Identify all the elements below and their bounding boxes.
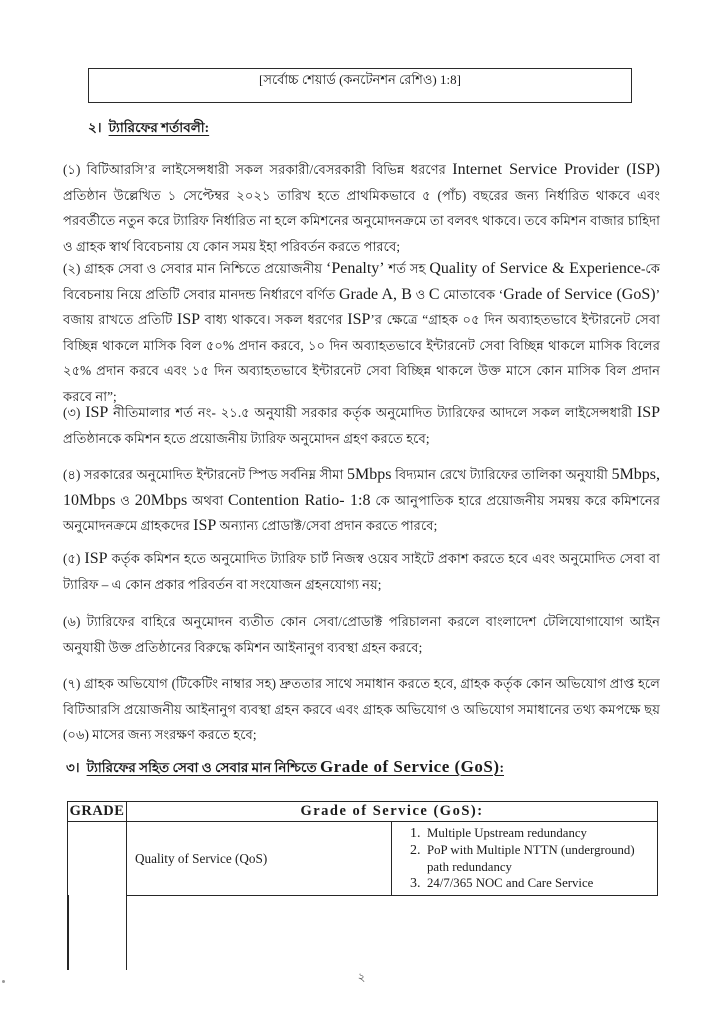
table-header-grade: GRADE [67,802,127,822]
english-phrase: C [428,285,440,303]
english-phrase: Grade of Service (GoS) [503,285,656,303]
section-2-heading [88,117,209,140]
section-3-title-en: Grade of Service (GoS) [319,757,500,776]
contention-ratio-box [88,68,632,103]
gos-criteria-item: 1. Multiple Upstream redundancy [424,825,655,842]
english-phrase: 20Mbps [134,491,188,509]
gos-criteria-item: 3. 24/7/365 NOC and Care Service [424,875,655,892]
bengali-text: (২) গ্রাহক সেবা ও সেবার মান নিশ্চিতে প্রয়োজনীয় [63,261,326,276]
bengali-text: -কে বিবেচনায় নিয়ে প্রতিটি সেবার মানদন্ড নির্ধারণে বর্ণিত [63,261,660,302]
english-phrase: ISP [636,404,660,421]
section-2-title: ট্যারিফের শর্তাবলী: [108,120,210,135]
tariff-condition-paragraph [63,546,660,597]
section-2-number: ২। [88,120,102,135]
bengali-text: (৪) সরকারের অনুমোদিত ইন্টারনেট স্পিড সর্বনিম্ন সীমা [63,467,348,482]
bengali-text: ’র ক্ষেত্রে “গ্রাহক ০৫ দিন অব্যাহতভাবে ইন্টারনেট সেবা বিচ্ছিন্ন থাকলে মাসিক বিল ৫০% প্রদান করবে, ১০ দিন অব্যাহতভাবে ইন্টারনেট সেবা বিচ্ছিন্ন থাকলে মাসিক বিলের ২৫% প্রদান করবে এবং ১৫ দিন অব্যাহতভাবে ইন্টারনেট সেবা বিচ্ছিন্ন থাকলে উক্ত মাসে কোন মাসিক বিল প্রদান করবে না”; [63,312,661,404]
english-phrase: Grade A, B [338,285,412,303]
bengali-text: ও [411,286,429,302]
gos-table-header-row [67,801,658,822]
bengali-text: শর্ত সহ [384,261,430,276]
english-phrase: ISP [347,311,371,328]
bengali-text: কর্তৃক কমিশন হতে অনুমোদিত ট্যারিফ চার্ট নিজস্ব ওয়েব সাইটে প্রকাশ করতে হবে এবং অনুমোদিত সেবা বা ট্যারিফ – এ কোন প্রকার পরিবর্তন বা সংযোজন গ্রহনযোগ্য নয়; [63,551,660,592]
gos-table [67,801,658,896]
english-phrase: ISP [176,311,201,328]
bengali-text: মোতাবেক ‘ [439,286,504,302]
bengali-text: অথবা [187,492,228,508]
table-continuation-border-left [67,895,69,970]
section-3-heading [66,757,504,780]
english-phrase: ‘Penalty’ [325,260,385,277]
english-phrase: ISP [84,550,108,567]
english-phrase: ISP [85,404,109,421]
bengali-text: বাধ্য থাকবে। সকল ধরণের [200,312,348,327]
bengali-text: (১) বিটিআরসি’র লাইসেন্সধারী সকল সরকারী/বেসরকারী বিভিন্ন ধরণের [63,162,453,177]
table-header-gos: Grade of Service (GoS): [127,802,658,822]
english-phrase: ISP [193,517,217,534]
bengali-text: (৬) ট্যারিফের বাহিরে অনুমোদন ব্যতীত কোন সেবা/প্রোডাক্ট পরিচালনা করলে বাংলাদেশ টেলিযোগাযোগ আইন অনুযায়ী উক্ত প্রতিষ্ঠানের বিরুদ্ধে কমিশন আইনানুগ ব্যবস্থা গ্রহন করবে; [63,614,660,655]
english-phrase: Contention Ratio- 1:8 [227,491,371,509]
english-phrase: 5Mbps [347,466,392,483]
page-number: ২ [357,970,366,984]
stray-mark [2,980,5,983]
tariff-condition-paragraph [63,400,660,451]
bengali-text: (৭) গ্রাহক অভিযোগ (টিকেটিং নাম্বার সহ) দ্রুততার সাথে সমাধান করতে হবে, গ্রাহক কর্তৃক কোন অভিযোগ প্রাপ্ত হলে বিটিআরসি প্রয়োজনীয় আইনানুগ ব্যবস্থা গ্রহন করবে এবং গ্রাহক অভিযোগ ও অভিযোগ সমাধানের তথ্য কমপক্ষে ছয় (০৬) মাসের জন্য সংরক্ষণ করতে হবে; [63,676,660,742]
bengali-text: প্রতিষ্ঠানকে কমিশন হতে প্রয়োজনীয় ট্যারিফ অনুমোদন গ্রহণ করতে হবে; [63,430,430,446]
table-cell-qos-label: Quality of Service (QoS) [127,822,392,896]
english-phrase: Internet Service Provider (ISP) [452,161,661,178]
tariff-condition-paragraph [63,157,660,259]
bengali-text: (৩) [63,405,86,420]
bengali-text: প্রতিষ্ঠান উল্লেখিত ১ সেপ্টেম্বর ২০২১ তারিখ হতে প্রাথমিকভাবে ৫ (পাঁচ) বছরের জন্য নির্ধারিত থাকবে এবং পরবর্তীতে নতুন করে ট্যারিফ নির্ধারিত না হলে কমিশনের অনুমোদনক্রমে তা বলবৎ থাকবে। তবে কমিশন বাজার চাহিদা ও গ্রাহক স্বার্থ বিবেচনায় যে কোন সময় ইহা পরিবর্তন করতে পারবে; [63,187,660,254]
gos-criteria-list [392,825,655,892]
bengali-text: অন্যান্য প্রোডাক্ট/সেবা প্রদান করতে পারবে; [216,518,438,533]
tariff-condition-paragraph [63,462,660,539]
table-continuation-border-divider [126,895,128,970]
contention-ratio-text: [সর্বোচ্চ শেয়ার্ড (কনটেনশন রেশিও) 1:8] [259,72,461,87]
bengali-text: (৫) [63,551,85,566]
tariff-condition-paragraph [63,609,660,660]
english-phrase: Quality of Service & Experience [429,260,642,277]
bengali-text: কে আনুপাতিক হারে প্রয়োজনীয় সমন্বয় করে কমিশনের অনুমোদনক্রমে গ্রাহকদের [63,492,660,533]
gos-table-row-qos [67,822,658,896]
table-cell-gos-criteria [392,822,658,896]
tariff-condition-paragraph [63,256,660,409]
bengali-text: নীতিমালার শর্ত নং- ২১.৫ অনুযায়ী সরকার কর্তৃক অনুমোদিত ট্যারিফের আদলে সকল লাইসেন্সধারী [108,405,637,420]
tariff-condition-paragraph [63,671,660,748]
table-cell-grade-empty [67,822,127,896]
gos-criteria-item: 2. PoP with Multiple NTTN (underground) path redundancy [424,842,655,876]
section-3-number: ৩। [66,760,80,775]
bengali-text: বিদ্যমান রেখে ট্যারিফের তালিকা অনুযায়ী [391,467,612,482]
english-phrase: 5Mbps, 10Mbps [63,466,661,509]
section-3-colon: : [499,760,504,775]
bengali-text: ’ বজায় রাখতে প্রতিটি [63,286,660,327]
bengali-text: ও [115,492,135,508]
section-3-title-bn: ট্যারিফের সহিত সেবা ও সেবার মান নিশ্চিতে [86,760,320,775]
